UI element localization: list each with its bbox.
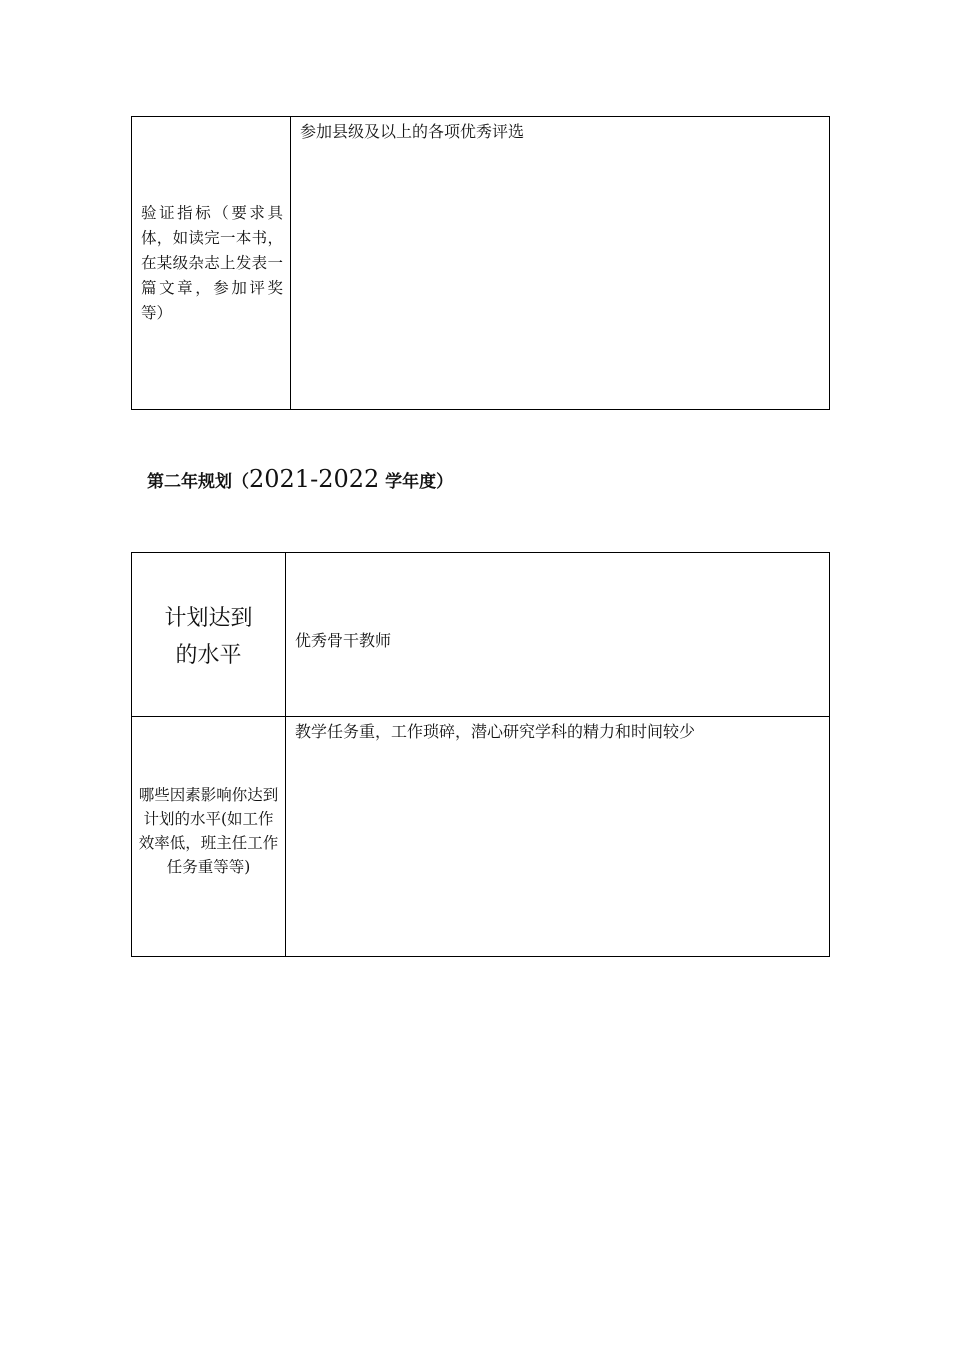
verification-value-cell xyxy=(291,117,830,410)
verification-row xyxy=(132,117,830,410)
verification-label: 验证指标（要求具体，如读完一本书，在某级杂志上发表一篇文章，参加评奖等） xyxy=(141,203,283,322)
target-level-label xyxy=(132,596,285,674)
verification-table xyxy=(131,116,830,410)
target-level-row xyxy=(132,553,830,717)
factors-row xyxy=(132,717,830,957)
factors-label: 哪些因素影响你达到计划的水平(如工作效率低，班主任工作任务重等等) xyxy=(138,785,279,876)
factors-value-cell xyxy=(286,717,830,957)
verification-value: 参加县级及以上的各项优秀评选 xyxy=(300,122,525,141)
target-level-label-line1: 计划达到 xyxy=(164,605,253,631)
target-level-value: 优秀骨干教师 xyxy=(295,630,392,650)
factors-value: 教学任务重，工作琐碎，潜心研究学科的精力和时间较少 xyxy=(295,722,696,741)
target-level-value-cell xyxy=(286,553,830,717)
section-title xyxy=(147,462,453,499)
section-title-year: 2021-2022 xyxy=(249,465,380,493)
verification-label-cell xyxy=(132,117,291,410)
second-year-plan-table xyxy=(131,552,830,957)
target-level-label-cell xyxy=(132,553,286,717)
section-title-suffix: 学年度） xyxy=(379,472,454,492)
target-level-label-line2: 的水平 xyxy=(175,642,242,668)
factors-label-cell xyxy=(132,717,286,957)
section-title-prefix: 第二年规划（ xyxy=(147,472,249,492)
